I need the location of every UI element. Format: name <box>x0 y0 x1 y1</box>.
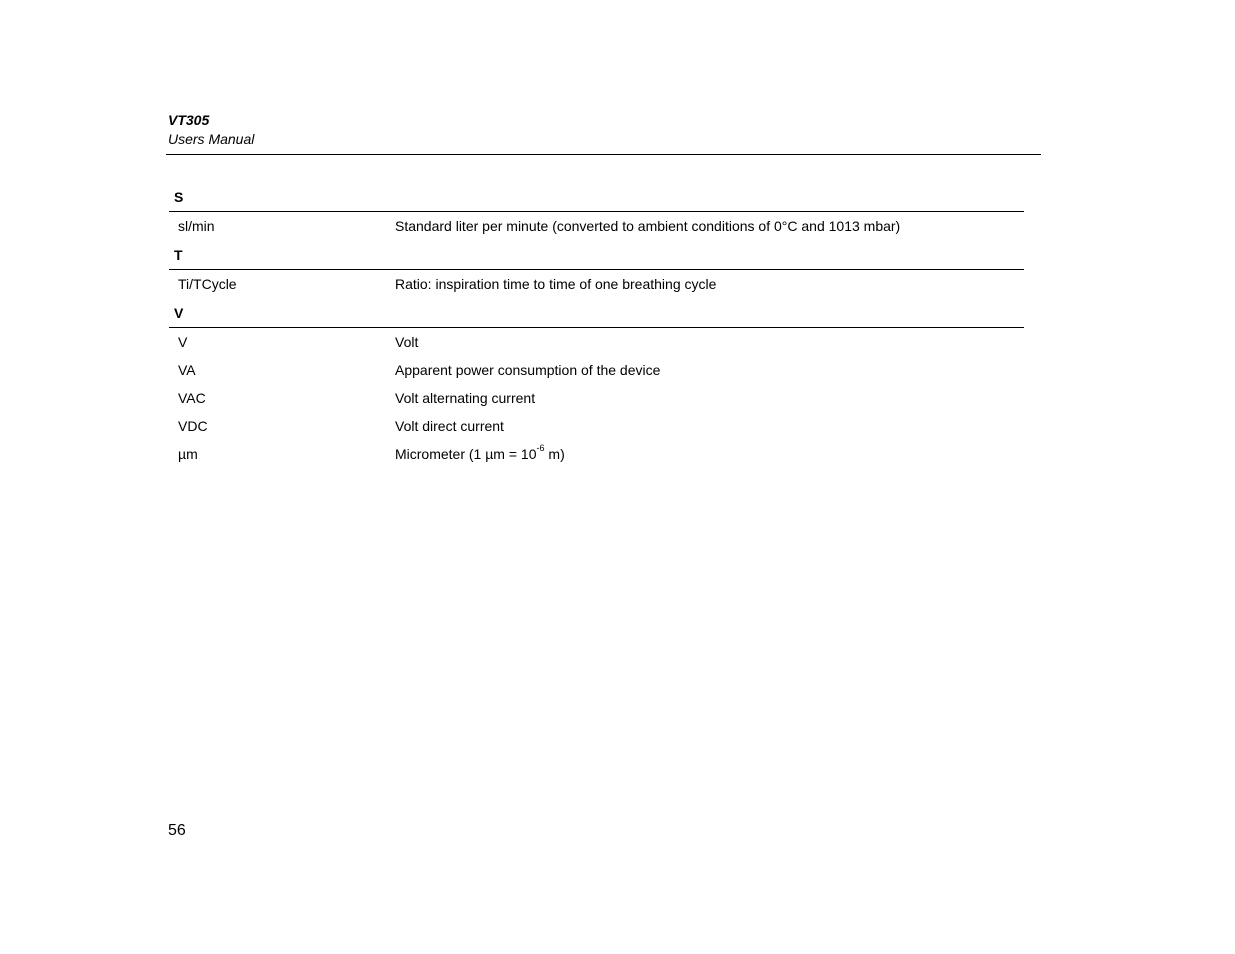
section-letter: V <box>174 305 184 321</box>
glossary-entry <box>169 356 1024 384</box>
glossary-definition: Apparent power consumption of the device <box>395 362 661 378</box>
glossary-definition <box>395 443 565 462</box>
glossary-term: V <box>178 334 188 350</box>
document-title: VT305 <box>168 112 210 128</box>
page-header <box>168 111 1041 149</box>
glossary-term: µm <box>178 446 198 462</box>
glossary-definition: Standard liter per minute (converted to ambient conditions of 0°C and 1013 mbar) <box>395 218 901 234</box>
glossary-definition: Ratio: inspiration time to time of one breathing cycle <box>395 276 717 292</box>
glossary-definition: Volt <box>395 334 419 350</box>
definition-text: Micrometer (1 µm = 10 <box>395 446 537 462</box>
section-heading-s <box>169 184 1024 212</box>
glossary-definition: Volt alternating current <box>395 390 536 406</box>
section-letter: S <box>174 189 184 205</box>
glossary-term: VA <box>178 362 196 378</box>
glossary-entry <box>169 212 1024 242</box>
glossary-entry <box>169 270 1024 300</box>
glossary-table <box>169 184 1024 468</box>
section-heading-v <box>169 300 1024 328</box>
glossary-entry <box>169 328 1024 356</box>
glossary-entry <box>169 384 1024 412</box>
glossary-entry <box>169 412 1024 440</box>
glossary-term: VAC <box>178 390 206 406</box>
glossary-term: sl/min <box>178 218 215 234</box>
section-heading-t <box>169 242 1024 270</box>
document-subtitle: Users Manual <box>168 131 255 147</box>
definition-text: m) <box>544 446 565 462</box>
page-number: 56 <box>168 822 186 839</box>
glossary-definition: Volt direct current <box>395 418 504 434</box>
glossary-term: Ti/TCycle <box>178 276 237 292</box>
header-divider <box>166 154 1041 155</box>
section-letter: T <box>174 247 183 263</box>
exponent: -6 <box>536 443 545 454</box>
glossary-entry <box>169 440 1024 468</box>
glossary-term: VDC <box>178 418 208 434</box>
